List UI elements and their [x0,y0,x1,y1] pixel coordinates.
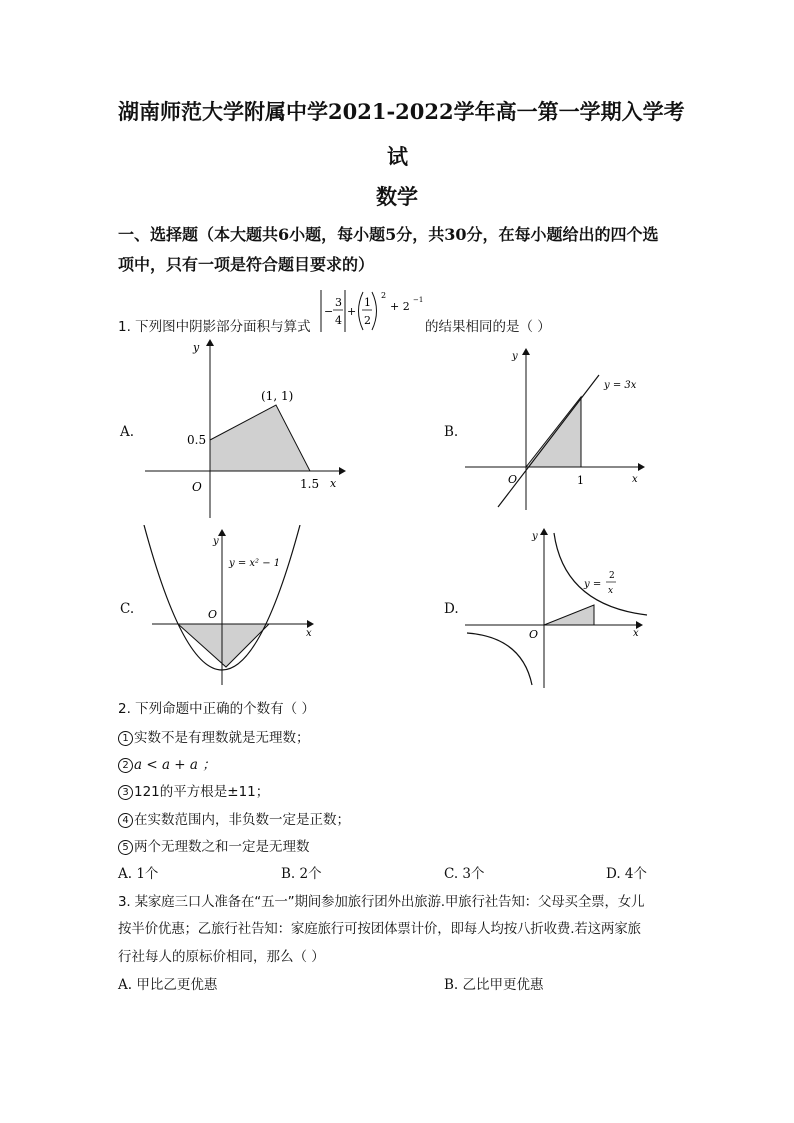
section-heading-line2: 项中，只有一项是符合题目要求的） [118,255,375,274]
q2-item-2: 2 a < a + a ； [118,753,216,773]
svg-text:x: x [632,474,638,485]
expr-plus1: + [347,305,357,318]
option-b-graph [462,345,652,515]
shaded-region-a [210,405,310,471]
expr-minus: − [324,305,334,318]
q2-item-3: 3 121的平方根是±11； [118,780,269,800]
q2-choice-c[interactable]: C. 3个 [444,866,485,882]
hyperbola-branch-2 [467,633,532,685]
shaded-region-c [178,624,269,667]
q2-choice-d[interactable]: D. 4个 [606,866,648,882]
option-d-graph [462,525,652,690]
expr-half-num: 1 [364,296,371,309]
svg-text:(1, 1): (1, 1) [261,389,294,403]
expr-exp-neg1: −1 [413,296,424,304]
q2-stem: 2. 下列命题中正确的个数有（ ） [118,701,315,717]
svg-text:0.5: 0.5 [187,433,207,447]
svg-text:1: 1 [577,474,584,487]
q1-prefix: 1. 下列图中阴影部分面积与算式 [118,319,311,335]
option-c-graph [140,525,320,690]
option-a-label[interactable]: A. [120,424,135,440]
q1-suffix: 的结果相同的是（ ） [425,319,551,335]
line-y-3x [498,375,599,507]
expr-num: 3 [335,296,342,309]
svg-text:y: y [193,341,200,354]
q3-choice-a[interactable]: A. 甲比乙更优惠 [118,977,218,993]
svg-text:O: O [508,473,518,486]
shaded-region-d [544,605,594,625]
svg-text:y: y [512,351,518,362]
q1-expression [318,286,428,336]
svg-text:x: x [633,628,639,639]
svg-text:y: y [213,536,219,547]
section-heading-line1: 一、选择题（本大题共6小题，每小题5分，共30分，在每小题给出的四个选 [118,225,659,244]
option-c-label[interactable]: C. [120,601,135,617]
expr-half-den: 2 [364,314,371,327]
page-title-line2: 试 [387,144,408,169]
expr-plus2: + 2 [390,300,410,313]
svg-text:O: O [208,608,218,621]
subject-title: 数学 [376,184,418,209]
q2-item-1: 1 实数不是有理数就是无理数； [118,726,310,746]
option-a-graph [140,335,355,520]
q2-choice-a[interactable]: A. 1个 [118,866,159,882]
svg-text:x: x [330,477,337,490]
hyperbola-branch-1 [554,533,647,615]
q3-line2: 按半价优惠；乙旅行社告知：家庭旅行可按团体票计价，即每人均按八折收费.若这两家旅 [118,921,641,937]
q2-item-4: 4 在实数范围内，非负数一定是正数； [118,808,350,828]
svg-text:y =: y = [584,579,602,590]
q3-line3: 行社每人的原标价相同，那么（ ） [118,949,325,965]
svg-text:O: O [529,628,539,641]
svg-text:2: 2 [609,571,615,581]
circled-number-1: 1 [118,731,133,746]
option-d-label[interactable]: D. [444,601,459,617]
circled-number-2: 2 [118,758,133,773]
expr-exp2: 2 [381,291,387,300]
circled-number-3: 3 [118,785,133,800]
svg-text:y = 3x: y = 3x [604,380,637,391]
circled-number-4: 4 [118,813,133,828]
q3-choice-b[interactable]: B. 乙比甲更优惠 [444,977,544,993]
svg-text:x: x [608,586,614,596]
svg-text:O: O [192,480,202,494]
option-b-label[interactable]: B. [444,424,459,440]
svg-text:x: x [306,628,312,639]
q3-line1: 3. 某家庭三口人准备在“五一”期间参加旅行团外出旅游.甲旅行社告知：父母买全票，女儿 [118,894,645,910]
q2-item-5: 5 两个无理数之和一定是无理数 [118,835,310,855]
shaded-region-b [526,397,581,467]
svg-text:y = x² − 1: y = x² − 1 [229,558,281,569]
page-title-line1: 湖南师范大学附属中学2021-2022学年高一第一学期入学考 [118,99,685,124]
expr-den: 4 [335,314,342,327]
svg-text:y: y [532,531,538,542]
svg-text:1.5: 1.5 [300,477,320,491]
circled-number-5: 5 [118,840,133,855]
q2-choice-b[interactable]: B. 2个 [281,866,322,882]
